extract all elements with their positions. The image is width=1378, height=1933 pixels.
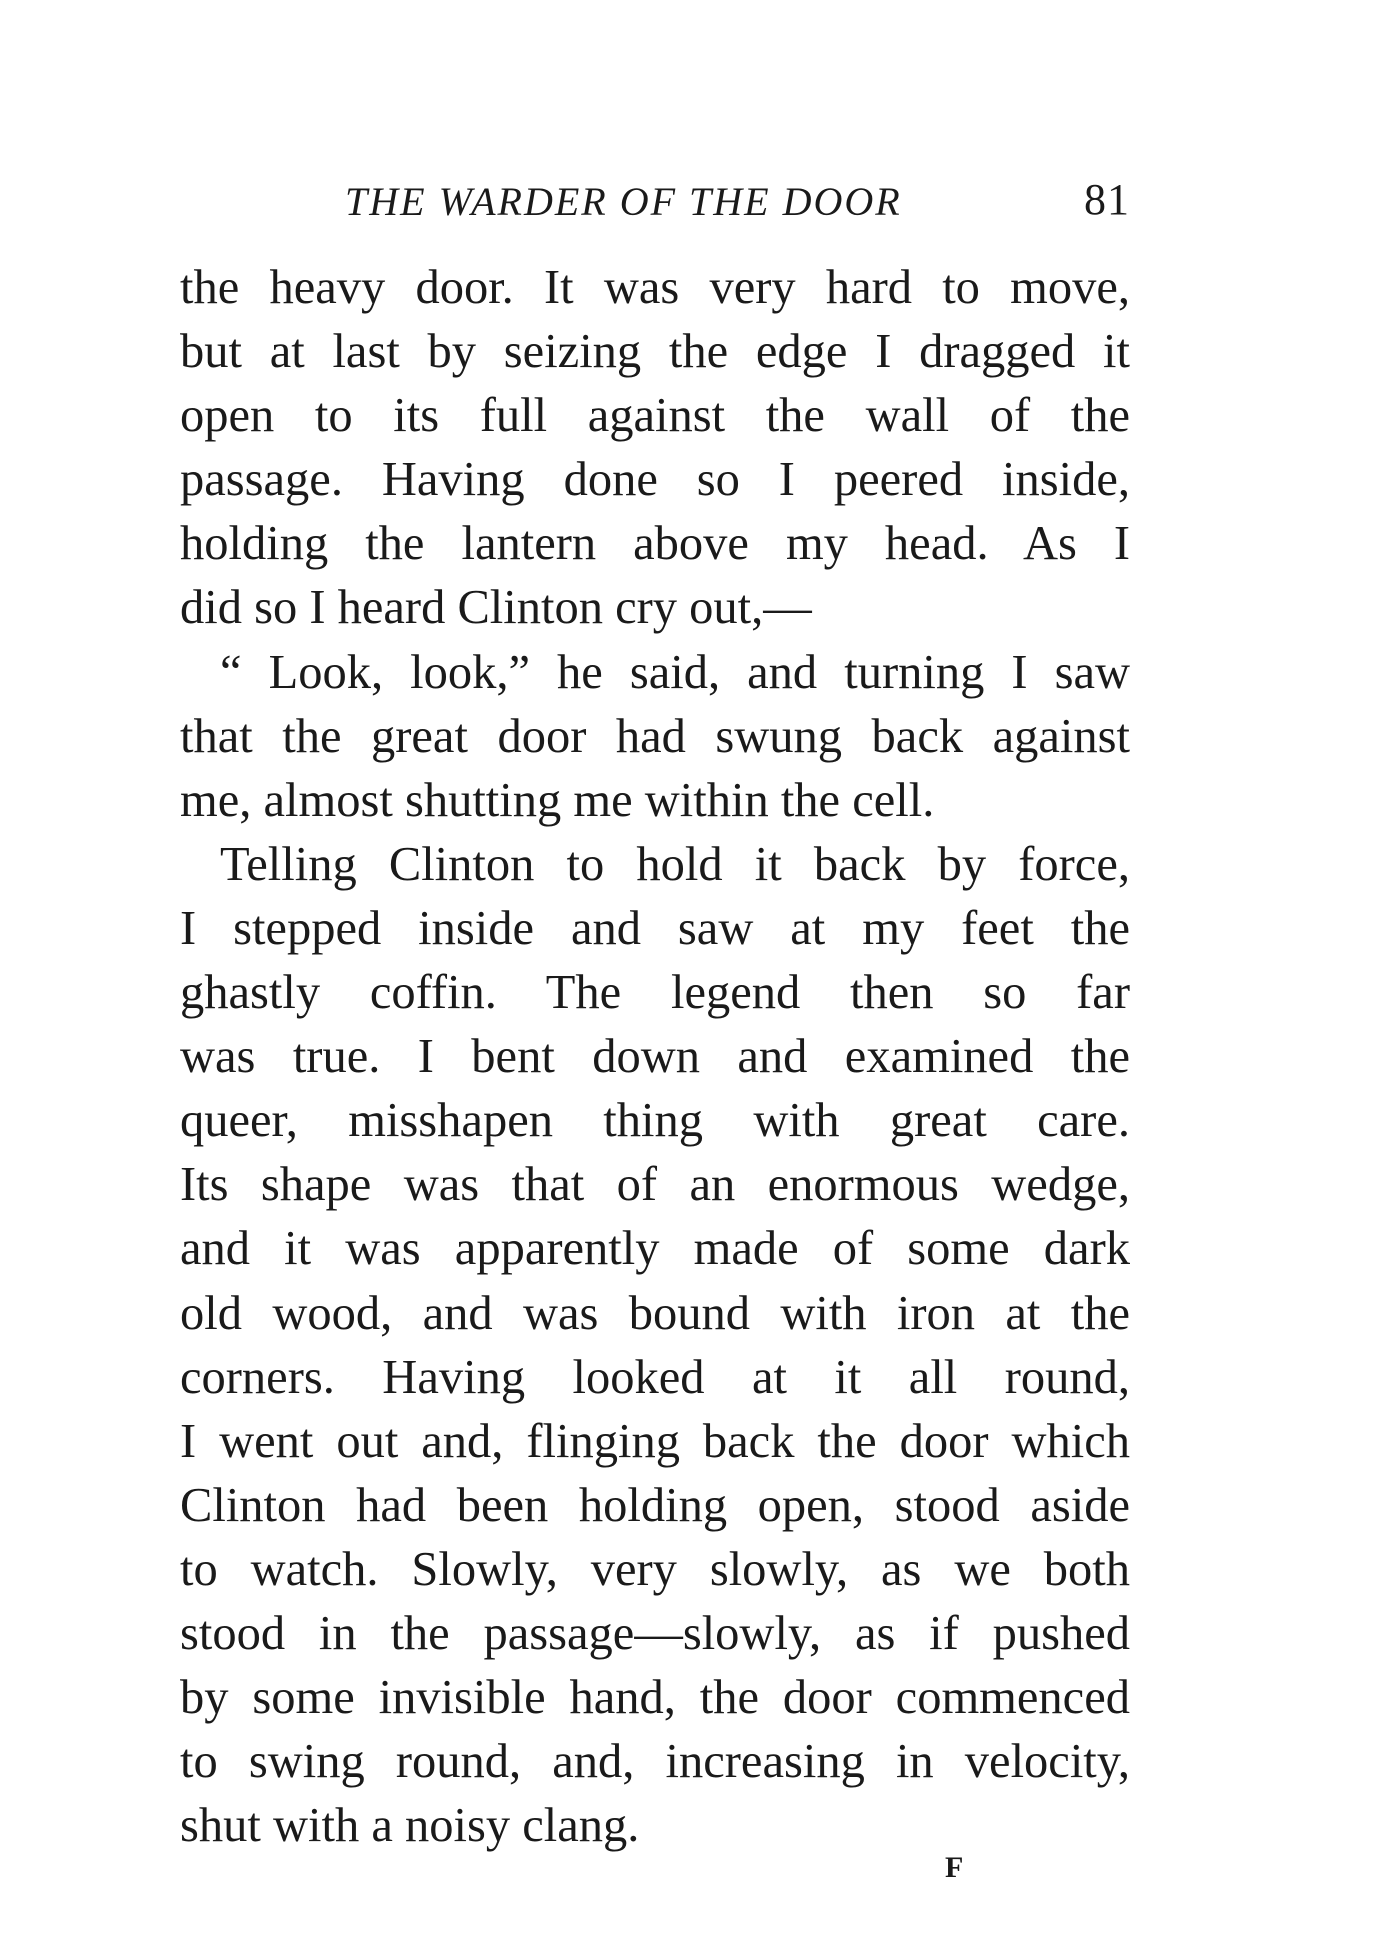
text-line: shut with a noisy clang.: [180, 1799, 640, 1853]
text-line: that the great door had swung back against: [180, 709, 1130, 763]
text-line: Its shape was that of an enormous wedge,: [180, 1158, 1130, 1212]
text-line: “ Look, look,” he said, and turning I saw: [220, 645, 1130, 699]
signature-mark: F: [945, 1851, 964, 1884]
text-line: to watch. Slowly, very slowly, as we both: [180, 1542, 1130, 1596]
text-line: the heavy door. It was very hard to move,: [180, 261, 1130, 314]
text-line: did so I heard Clinton cry out,—: [180, 581, 812, 635]
text-line: Telling Clinton to hold it back by force,: [220, 837, 1130, 891]
running-title: THE WARDER OF THE DOOR: [345, 179, 902, 224]
running-head: [180, 170, 1130, 230]
text-line: by some invisible hand, the door commenced: [180, 1671, 1130, 1725]
text-line: corners. Having looked at it all round,: [180, 1350, 1130, 1404]
text-line: open to its full against the wall of the: [180, 389, 1130, 443]
text-line: I went out and, flinging back the door which: [180, 1414, 1130, 1468]
text-line: Clinton had been holding open, stood aside: [180, 1478, 1130, 1532]
body-text: [180, 256, 1130, 1858]
text-line: passage. Having done so I peered inside,: [180, 453, 1130, 507]
text-line: was true. I bent down and examined the: [180, 1030, 1130, 1084]
text-line: holding the lantern above my head. As I: [180, 517, 1130, 571]
text-line: to swing round, and, increasing in velocity,: [180, 1735, 1130, 1789]
text-line: I stepped inside and saw at my feet the: [180, 901, 1130, 955]
text-line: queer, misshapen thing with great care.: [180, 1094, 1130, 1148]
text-line: but at last by seizing the edge I dragged it: [180, 325, 1130, 379]
text-line: old wood, and was bound with iron at the: [180, 1286, 1130, 1340]
text-line: and it was apparently made of some dark: [180, 1222, 1130, 1276]
text-line: ghastly coffin. The legend then so far: [180, 966, 1130, 1020]
text-line: me, almost shutting me within the cell.: [180, 773, 935, 827]
page-number: 81: [1084, 175, 1130, 224]
text-line: stood in the passage—slowly, as if pushed: [180, 1606, 1130, 1660]
